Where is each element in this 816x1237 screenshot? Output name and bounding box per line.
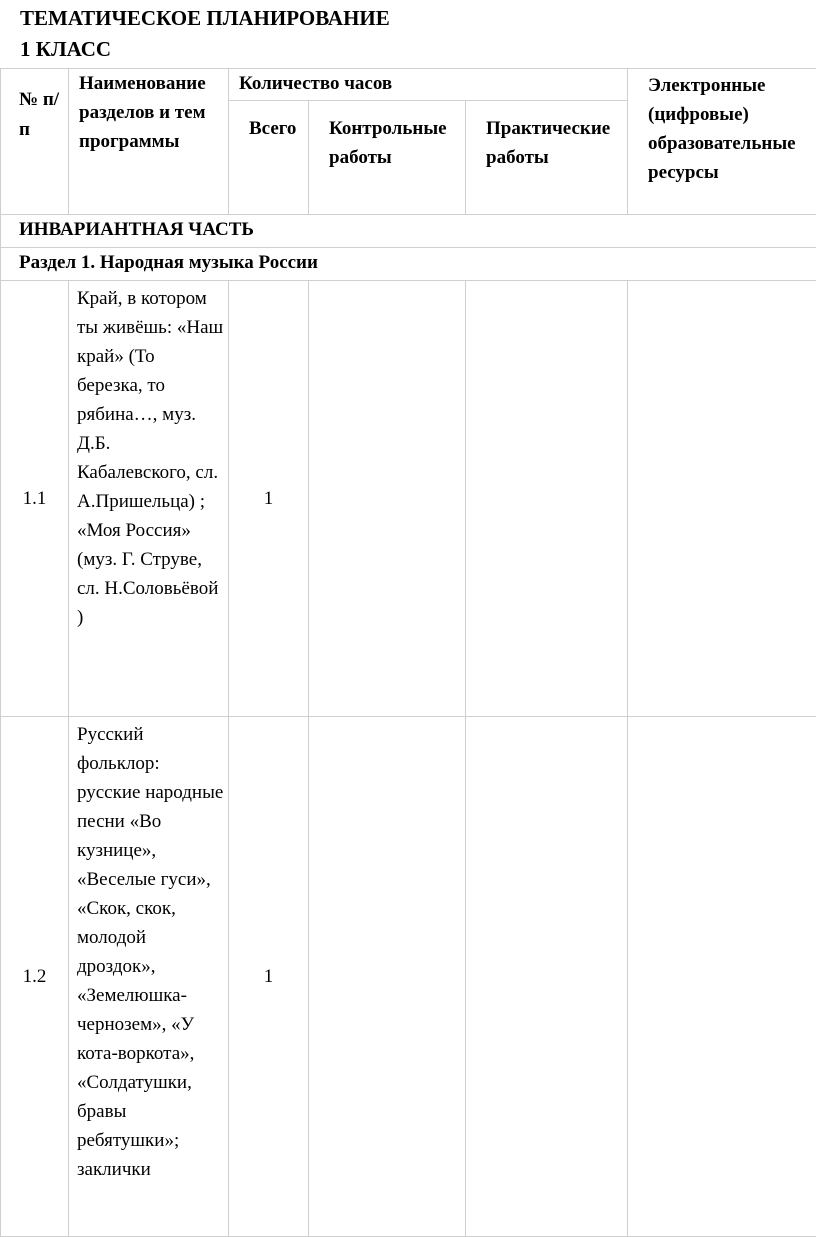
header-total <box>229 101 309 215</box>
table-row <box>1 717 816 1237</box>
part-title: ИНВАРИАНТНАЯ ЧАСТЬ <box>1 215 816 243</box>
row-resources <box>628 717 816 1237</box>
row-number: 1.2 <box>1 717 69 1237</box>
row-topic <box>69 717 229 1237</box>
header-practical <box>466 101 628 215</box>
header-control <box>309 101 466 215</box>
row-practical-works <box>466 717 628 1237</box>
header-topic-name-label: Наименование разделов и тем программы <box>69 69 228 156</box>
part-title-cell <box>1 215 816 248</box>
header-resources <box>628 69 816 215</box>
thematic-plan-table <box>0 68 816 1237</box>
row-topic-text: Край, в котором ты живёшь: «Наш край» (То березка, то рябина…, муз. Д.Б. Кабалевского, сл. А.Пришельца) ; «Моя Россия» (муз. Г. Струве, сл. Н.Соловьёвой ) <box>69 281 228 632</box>
section-title: Раздел 1. Народная музыка России <box>1 248 816 276</box>
header-hours-group <box>229 69 628 101</box>
title-line-1: ТЕМАТИЧЕСКОЕ ПЛАНИРОВАНИЕ <box>20 3 390 34</box>
document-title <box>20 3 390 65</box>
header-practical-label: Практические работы <box>466 101 627 172</box>
section-row <box>1 248 816 281</box>
header-row-1 <box>1 69 816 101</box>
header-total-label: Всего <box>229 101 308 143</box>
table-row <box>1 281 816 717</box>
row-resources <box>628 281 816 717</box>
section-title-cell <box>1 248 816 281</box>
part-row <box>1 215 816 248</box>
row-control-works <box>309 281 466 717</box>
header-hours-group-label: Количество часов <box>229 69 627 98</box>
row-total-hours: 1 <box>229 717 309 1237</box>
row-number: 1.1 <box>1 281 69 717</box>
header-control-label: Контрольные работы <box>309 101 465 172</box>
row-topic-text: Русский фольклор: русские народные песни «Во кузнице», «Веселые гуси», «Скок, скок, молодой дроздок», «Земелюшка-чернозем», «У кота-воркота», «Солдатушки, бравы ребятушки»; заклички <box>69 717 228 1184</box>
header-resources-label: Электронные (цифровые) образовательные ресурсы <box>628 69 816 187</box>
row-control-works <box>309 717 466 1237</box>
row-total-hours: 1 <box>229 281 309 717</box>
title-line-2: 1 КЛАСС <box>20 34 390 65</box>
header-number <box>1 69 69 215</box>
row-practical-works <box>466 281 628 717</box>
header-number-label: № п/ п <box>1 69 68 145</box>
header-topic-name <box>69 69 229 215</box>
row-topic <box>69 281 229 717</box>
